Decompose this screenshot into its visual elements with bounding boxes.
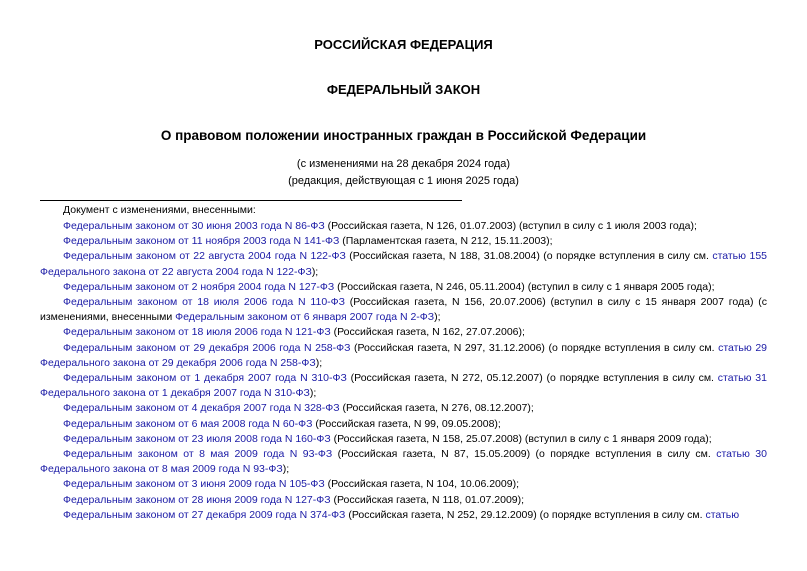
- publication-info: (Российская газета, N 297, 31.12.2006) (о порядке вступления в силу см.: [350, 341, 719, 354]
- amending-law-link[interactable]: Федеральным законом от 1 декабря 2007 года N 310-ФЗ: [63, 372, 347, 385]
- amendment-entry: [40, 447, 767, 477]
- amendment-entry: [40, 493, 767, 508]
- amendment-entry: [40, 508, 767, 523]
- edition-note: (редакция, действующая с 1 июня 2025 года): [288, 175, 519, 187]
- amending-law-link[interactable]: Федеральным законом от 30 июня 2003 года N 86-ФЗ: [63, 220, 325, 232]
- amending-law-link[interactable]: Федеральным законом от 28 июня 2009 года N 127-ФЗ: [63, 493, 331, 506]
- reference-link[interactable]: статью 155 Федерального закона от 22 августа 2004 года N 122-ФЗ: [40, 250, 768, 278]
- amending-law-link[interactable]: Федеральным законом от 3 июня 2009 года N 105-ФЗ: [63, 478, 325, 491]
- amendment-entry: [40, 341, 767, 371]
- entry-tail: );: [434, 311, 441, 324]
- amendment-entry: [40, 295, 767, 325]
- publication-info: (Российская газета, N 276, 08.12.2007);: [339, 402, 534, 415]
- law-title: О правовом положении иностранных граждан в Российской Федерации: [160, 128, 647, 143]
- amending-law-link[interactable]: Федеральным законом от 23 июля 2008 года N 160-ФЗ: [63, 432, 331, 445]
- entry-tail: );: [315, 356, 323, 369]
- publication-info: (Российская газета, N 99, 09.05.2008);: [312, 417, 501, 430]
- amending-law-link[interactable]: Федеральным законом от 4 декабря 2007 года N 328-ФЗ: [63, 402, 340, 415]
- reference-link[interactable]: статью 29 Федерального закона от 29 декабря 2006 года N 258-ФЗ: [40, 341, 767, 369]
- amendment-entry: [40, 249, 767, 279]
- amendment-entry: [40, 280, 767, 295]
- publication-info: (Российская газета, N 272, 05.12.2007) (о порядке вступления в силу см.: [346, 372, 718, 385]
- amending-law-link[interactable]: Федеральным законом от 18 июля 2006 года N 121-ФЗ: [63, 326, 331, 339]
- reference-link[interactable]: статью 30 Федерального закона от 8 мая 2009 года N 93-ФЗ: [40, 448, 767, 476]
- amending-law-link[interactable]: Федеральным законом от 27 декабря 2009 года N 374-ФЗ: [63, 508, 346, 521]
- entry-tail: );: [311, 265, 319, 278]
- amending-law-link[interactable]: Федеральным законом от 11 ноября 2003 года N 141-ФЗ: [63, 235, 340, 248]
- amendment-entry: [40, 371, 767, 401]
- amending-law-link[interactable]: Федеральным законом от 2 ноября 2004 года N 127-ФЗ: [63, 280, 335, 293]
- amendment-entry: [40, 477, 767, 492]
- publication-info: (Российская газета, N 104, 10.06.2009);: [324, 478, 519, 491]
- publication-info: (Российская газета, N 162, 27.07.2006);: [330, 326, 525, 339]
- publication-info: (Российская газета, N 158, 25.07.2008) (вступил в силу с 1 января 2009 года);: [330, 432, 712, 445]
- amendment-entry: [40, 325, 767, 340]
- publication-info: (Российская газета, N 126, 01.07.2003) (вступил в силу с 1 июля 2003 года);: [324, 220, 697, 232]
- amendment-entry: [40, 234, 767, 249]
- amending-law-link[interactable]: Федеральным законом от 8 мая 2009 года N 93-ФЗ: [63, 448, 333, 461]
- reference-link[interactable]: статью: [705, 508, 740, 521]
- amendment-entry: [40, 417, 767, 432]
- amendment-entry: [40, 432, 767, 447]
- reference-link[interactable]: статью 31 Федерального закона от 1 декабря 2007 года N 310-ФЗ: [40, 372, 767, 400]
- publication-info: (Российская газета, N 246, 05.11.2004) (вступил в силу с 1 января 2005 года);: [334, 280, 715, 293]
- amendments-intro: Документ с изменениями, внесенными:: [63, 204, 256, 216]
- header-divider: [40, 200, 462, 201]
- reference-link[interactable]: Федеральным законом от 6 января 2007 года N 2-ФЗ: [175, 311, 435, 324]
- amending-law-link[interactable]: Федеральным законом от 6 мая 2008 года N 60-ФЗ: [63, 417, 313, 430]
- amendment-entry: [40, 219, 767, 234]
- publication-info: (Российская газета, N 188, 31.08.2004) (о порядке вступления в силу см.: [345, 250, 713, 263]
- amending-law-link[interactable]: Федеральным законом от 29 декабря 2006 года N 258-ФЗ: [63, 341, 351, 354]
- entry-tail: );: [309, 387, 317, 400]
- country-heading: РОССИЙСКАЯ ФЕДЕРАЦИЯ: [314, 37, 493, 52]
- amendments-list: [40, 219, 767, 523]
- publication-info: (Российская газета, N 156, 20.07.2006) (вступил в силу с 15 января 2007 года) (с изменениями, внесенными: [40, 296, 767, 324]
- publication-info: (Российская газета, N 252, 29.12.2009) (о порядке вступления в силу см.: [345, 508, 706, 521]
- doc-type-heading: ФЕДЕРАЛЬНЫЙ ЗАКОН: [326, 82, 481, 97]
- amending-law-link[interactable]: Федеральным законом от 18 июля 2006 года N 110-ФЗ: [63, 296, 345, 309]
- publication-info: (Российская газета, N 118, 01.07.2009);: [330, 493, 525, 506]
- amendment-entry: [40, 401, 767, 416]
- amending-law-link[interactable]: Федеральным законом от 22 августа 2004 года N 122-ФЗ: [63, 250, 346, 263]
- changes-date: (с изменениями на 28 декабря 2024 года): [296, 158, 511, 170]
- publication-info: (Парламентская газета, N 212, 15.11.2003);: [339, 235, 553, 248]
- publication-info: (Российская газета, N 87, 15.05.2009) (о порядке вступления в силу см.: [332, 448, 717, 461]
- entry-tail: );: [282, 463, 290, 476]
